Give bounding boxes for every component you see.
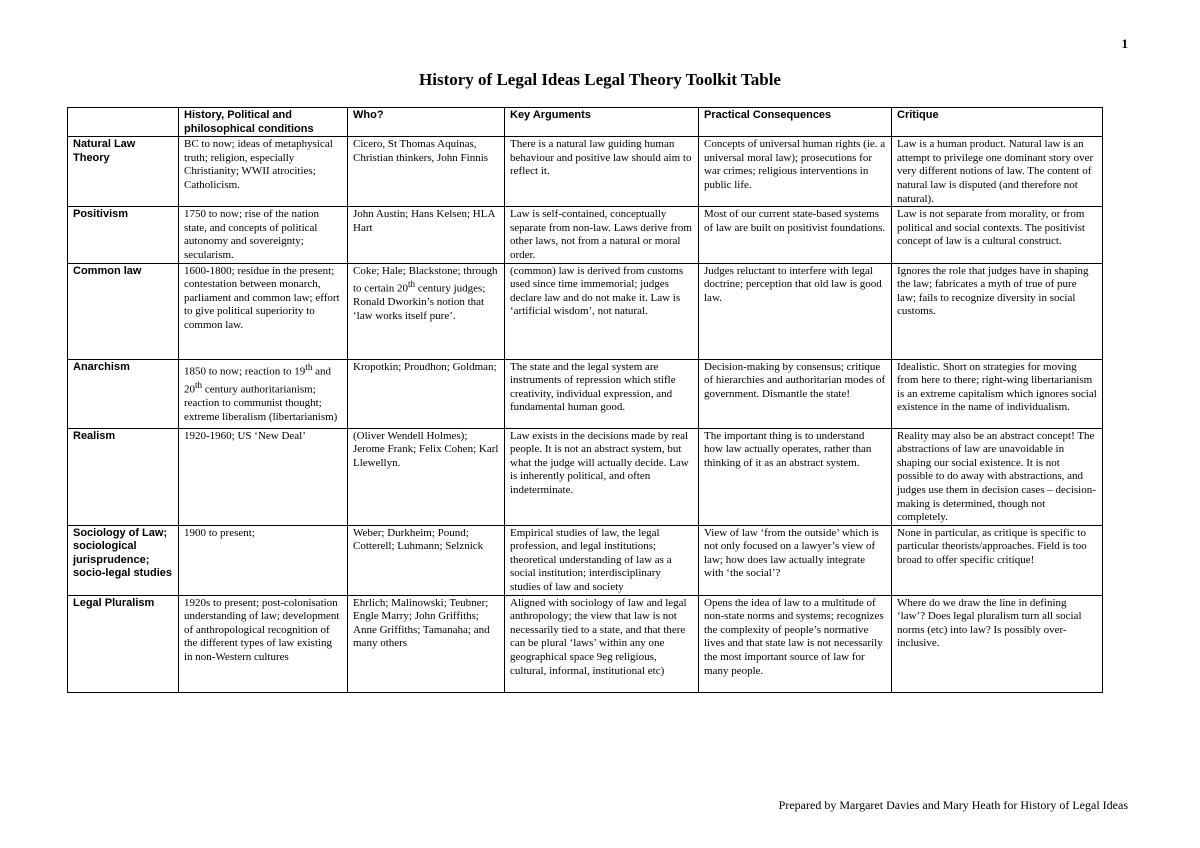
critique-cell: Where do we draw the line in defining ‘law’? Does legal pluralism turn all social norms (etc) into law? Is possibly over-inclusive. <box>892 595 1103 692</box>
who-cell: Weber; Durkheim; Pound; Cotterell; Luhmann; Selznick <box>348 525 505 595</box>
consequences-cell: Decision-making by consensus; critique of hierarchies and authoritarian modes of government. Dismantle the state! <box>699 359 892 428</box>
page-footer: Prepared by Margaret Davies and Mary Heath for History of Legal Ideas <box>778 798 1128 812</box>
consequences-cell: Concepts of universal human rights (ie. a universal moral law); prosecutions for war crimes; religious interventions in public life. <box>699 137 892 207</box>
table-row <box>68 207 1103 263</box>
theory-name: Anarchism <box>68 359 179 428</box>
theory-name: Legal Pluralism <box>68 595 179 692</box>
page-number: 1 <box>1121 36 1128 51</box>
header-theory <box>68 108 179 137</box>
arguments-cell: Aligned with sociology of law and legal anthropology; the view that law is not necessarily tied to a state, and that there can be plural ‘laws’ within any one geographical space 9eg religious, cultural, informal, institutional etc) <box>505 595 699 692</box>
critique-cell: Idealistic. Short on strategies for moving from here to there; right-wing libertarianism is an extreme capitalism which ignores social existence in the name of individualism. <box>892 359 1103 428</box>
who-text: Coke; Hale; Blackstone; through to certain 20 <box>353 264 498 295</box>
consequences-cell: View of law ‘from the outside’ which is not only focused on a lawyer’s view of law; how does law actually integrate with ‘the social’? <box>699 525 892 595</box>
arguments-cell: Law is self-contained, conceptually separate from non-law. Laws derive from other laws, not from a natural or moral order. <box>505 207 699 263</box>
critique-cell: None in particular, as critique is specific to particular theorists/approaches. Field is too broad to offer specific critique! <box>892 525 1103 595</box>
critique-cell: Law is a human product. Natural law is an attempt to privilege one dominant story over very different notions of law. The content of natural law is disputed (and therefore not natural). <box>892 137 1103 207</box>
who-cell: John Austin; Hans Kelsen; HLA Hart <box>348 207 505 263</box>
arguments-cell: There is a natural law guiding human behaviour and positive law should aim to reflect it. <box>505 137 699 207</box>
table-header-row <box>68 108 1103 137</box>
superscript: th <box>195 379 203 390</box>
consequences-cell: Most of our current state-based systems of law are built on positivist foundations. <box>699 207 892 263</box>
consequences-cell: Judges reluctant to interfere with legal doctrine; perception that old law is good law. <box>699 263 892 359</box>
who-text-cont: century judges; Ronald Dworkin’s notion that ‘law works itself pure’. <box>353 282 486 322</box>
arguments-cell: The state and the legal system are instruments of repression which stifle creativity, individual expression, and fundamental human good. <box>505 359 699 428</box>
superscript: th <box>407 279 416 290</box>
critique-cell: Law is not separate from morality, or from political and social contexts. The positivist concept of law is a cultural construct. <box>892 207 1103 263</box>
arguments-cell: (common) law is derived from customs used since time immemorial; judges declare law and do not make it. Law is ‘artificial wisdom’, not natural. <box>505 263 699 359</box>
page-title: History of Legal Ideas Legal Theory Toolkit Table <box>419 70 781 89</box>
table-row <box>68 428 1103 525</box>
history-cell: 1920-1960; US ‘New Deal’ <box>179 428 348 525</box>
theory-name: Natural Law Theory <box>68 137 179 207</box>
who-cell: (Oliver Wendell Holmes); Jerome Frank; Felix Cohen; Karl Llewellyn. <box>348 428 505 525</box>
history-text-cont: century authoritarianism; reaction to communist thought; extreme liberalism (libertarianism) <box>184 383 338 423</box>
header-who: Who? <box>348 108 505 137</box>
history-cell: BC to now; ideas of metaphysical truth; religion, especially Christianity; WWII atrocities; Catholicism. <box>179 137 348 207</box>
history-cell: 1920s to present; post-colonisation understanding of law; development of anthropological recognition of the different types of law existing in non-Western cultures <box>179 595 348 692</box>
history-text: 1850 to now; reaction to 19 <box>184 365 306 378</box>
history-text-mid: and 20 <box>184 365 332 396</box>
who-cell: Cicero, St Thomas Aquinas, Christian thinkers, John Finnis <box>348 137 505 207</box>
critique-cell: Ignores the role that judges have in shaping the law; fabricates a myth of true of pure law; fails to recognize diversity in social customs. <box>892 263 1103 359</box>
history-cell: 1900 to present; <box>179 525 348 595</box>
superscript: th <box>305 361 313 372</box>
arguments-cell: Law exists in the decisions made by real people. It is not an abstract system, but what the judge will actually decide. Law is inherently political, and often indeterminate. <box>505 428 699 525</box>
table-row <box>68 525 1103 595</box>
table-row <box>68 263 1103 359</box>
theory-name: Realism <box>68 428 179 525</box>
header-history: History, Political and philosophical conditions <box>179 108 348 137</box>
history-cell: 1750 to now; rise of the nation state, and concepts of political autonomy and sovereignty; secularism. <box>179 207 348 263</box>
header-practical-consequences: Practical Consequences <box>699 108 892 137</box>
table-row <box>68 595 1103 692</box>
history-cell: 1600-1800; residue in the present; contestation between monarch, parliament and common law; effort to give political superiority to common law. <box>179 263 348 359</box>
consequences-cell: The important thing is to understand how law actually operates, rather than thinking of it as an abstract system. <box>699 428 892 525</box>
header-critique: Critique <box>892 108 1103 137</box>
history-cell <box>179 359 348 428</box>
consequences-cell: Opens the idea of law to a multitude of non-state norms and systems; recognizes the complexity of people’s normative lives and that state law is not necessarily the most important source of law for many people. <box>699 595 892 692</box>
arguments-cell: Empirical studies of law, the legal profession, and legal institutions; theoretical understanding of law as a social institution; interdisciplinary studies of law and society <box>505 525 699 595</box>
theory-name: Sociology of Law; sociological jurisprudence; socio-legal studies <box>68 525 179 595</box>
table-row <box>68 359 1103 428</box>
table-row <box>68 137 1103 207</box>
theory-name: Positivism <box>68 207 179 263</box>
who-cell: Kropotkin; Proudhon; Goldman; <box>348 359 505 428</box>
theory-name: Common law <box>68 263 179 359</box>
who-cell <box>348 263 505 359</box>
critique-cell: Reality may also be an abstract concept! The abstractions of law are unavoidable in shaping our social existence. It is not possible to do away with abstractions, and judges use them in decision cases – decision-making is determined, though not completely. <box>892 428 1103 525</box>
who-cell: Ehrlich; Malinowski; Teubner; Engle Marry; John Griffiths; Anne Griffiths; Tamanaha; and many others <box>348 595 505 692</box>
legal-theory-table <box>67 107 1103 693</box>
header-key-arguments: Key Arguments <box>505 108 699 137</box>
